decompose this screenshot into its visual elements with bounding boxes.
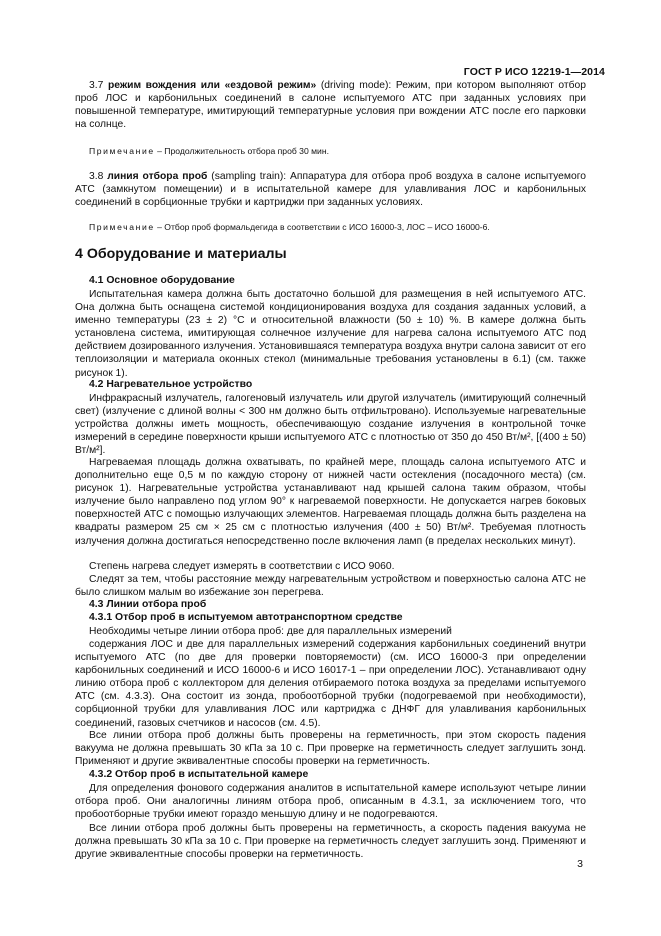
section-4-1-heading: 4.1 Основное оборудование [89, 275, 235, 286]
note-2 [75, 222, 586, 233]
section-3-7-number: 3.7 [89, 80, 108, 91]
section-3-8-number: 3.8 [89, 171, 108, 182]
section-3-8 [75, 170, 586, 209]
section-4-1-text: Испытательная камера должна быть достаточно большой для размещения в ней испытуемого АТС. Она должна быть оснащена системой кондиционирования воздуха для создания заданных условий, а именно температуры (23 ± 2) °С и относительной влажности (50 ± 10) %. В камере должна быть установлена система, имитирующая солнечное излучение для нагрева салона испытуемого АТС под действием дозированного излучения. Установившаяся температура воздуха внутри салона зависит от его теплоизоляции и материала оконных стекол (минимальные требования установлены в 6.1) (см. также рисунок 1). [75, 289, 586, 379]
section-4-3-2-heading: 4.3.2 Отбор проб в испытательной камере [89, 769, 309, 780]
section-4-3-1-heading: 4.3.1 Отбор проб в испытуемом автотранспортном средстве [89, 612, 403, 623]
note-2-text: – Отбор проб формальдегида в соответствии с ИСО 16000-3, ЛОС – ИСО 16000-6. [154, 222, 490, 232]
section-4-3-2-para-2: Все линии отбора проб должны быть проверены на герметичность, а скорость падения вакуума не должна превышать 30 кПа за 10 с. При проверке на герметичность следует заглушить зонд. Применяют и другие эквивалентные способы проверки на герметичность. [75, 823, 586, 861]
page-number: 3 [577, 858, 583, 870]
section-4-3-2-para-1: Для определения фонового содержания аналитов в испытательной камере используют четыре линии отбора проб. Они аналогичны линиям отбора проб, описанным в 4.3.1, за исключением того, что пробоотборные трубки имеют гораздо меньшую длину и не подогреваются. [75, 783, 586, 821]
section-3-7-term: режим вождения или «ездовой режим» [107, 80, 317, 91]
section-4-2-para-1: Инфракрасный излучатель, галогеновый излучатель или другой излучатель (имитирующий солнечный свет) (излучение с длиной волны < 300 нм должно быть отфильтровано). Используемые нагревательные устройства должны иметь мощность, обеспечивающую создание излучения в контрольной точке измерений в середине поверхности крыши испытуемого АТС с плотностью от 350 до 450 Вт/м², [(400 ± 50) Вт/м²]. [75, 393, 586, 457]
standard-header: ГОСТ Р ИСО 12219-1—2014 [463, 66, 605, 78]
note-1-text: – Продолжительность отбора проб 30 мин. [154, 146, 329, 156]
note-1 [75, 146, 586, 157]
section-3-8-term: линия отбора проб [107, 171, 208, 182]
section-4-2-para-2: Нагреваемая площадь должна охватывать, по крайней мере, площадь салона испытуемого АТС и дополнительно еще 0,5 м по каждую сторону от нижней части остекления (посадочного места) (см. рисунок 1). Нагревательные устройства устанавливают над крышей салона таким образом, чтобы излучение было направлено под углом 90° к нагреваемой поверхности. Не допускается нагрев боковых поверхностей АТС с помощью излучающих элементов. Нагреваемая площадь должна быть разделена на квадраты размером 25 см × 25 см с плотностью излучения (400 ± 50) Вт/м². Требуемая плотность излучения должна достигаться непосредственно после включения ламп (в пределах нескольких минут). [75, 457, 586, 547]
section-3-7 [75, 79, 586, 131]
section-4-3-1-para-3: Все линии отбора проб должны быть проверены на герметичность, при этом скорость падения вакуума не должна превышать 30 кПа за 10 с. При проверке на герметичность следует заглушить зонд. Применяют и другие эквивалентные способы проверки на герметичность. [75, 730, 586, 768]
note-1-label: Примечание [89, 146, 155, 156]
note-2-label: Примечание [89, 222, 155, 232]
section-4-3-1-para-2: содержания ЛОС и две для параллельных измерений содержания карбонильных соединений внутри испытуемого АТС (по две для проверки повторяемости) (см. ИСО 16000-3 при определении карбонильных соединений и ИСО 16000-6 и ИСО 16017-1 – при определении ЛОС). Устанавливают одну линию отбора проб с коллектором для деления отбираемого потока воздуха за пределами испытуемого АТС (см. 4.3.3). Она состоит из зонда, пробоотборной трубки (подогреваемой при необходимости), сорбционной трубки для улавливания ЛОС или картриджа с ДНФГ для улавливания карбонильных соединений, газовых счетчиков и насосов (см. 4.5). [75, 639, 586, 729]
section-4-3-1-para-1: Необходимы четыре линии отбора проб: две для параллельных измерений [89, 626, 452, 637]
section-4-2-para-3: Степень нагрева следует измерять в соответствии с ИСО 9060. [89, 561, 395, 572]
section-3-7-text: (driving mode): Режим, при котором выполняют отбор проб ЛОС и карбонильных соединений в салоне испытуемого АТС при заданных условиях при повышенной температуре, имитирующий температурные условия при вождении АТС после его парковки на солнце. [75, 80, 586, 131]
section-4-heading: 4 Оборудование и материалы [75, 246, 287, 262]
section-4-3-heading: 4.3 Линии отбора проб [89, 599, 207, 610]
section-4-2-heading: 4.2 Нагревательное устройство [89, 379, 253, 390]
section-4-2-para-4: Следят за тем, чтобы расстояние между нагревательным устройством и поверхностью салона АТС не было слишком малым во избежание зон перегрева. [75, 574, 586, 599]
section-3-8-text: (sampling train): Аппаратура для отбора проб воздуха в салоне испытуемого АТС (замкнутом помещении) и в испытательной камере для улавливания ЛОС и карбонильных соединений в сорбционные трубки и картриджи при заданных условиях. [75, 171, 586, 209]
